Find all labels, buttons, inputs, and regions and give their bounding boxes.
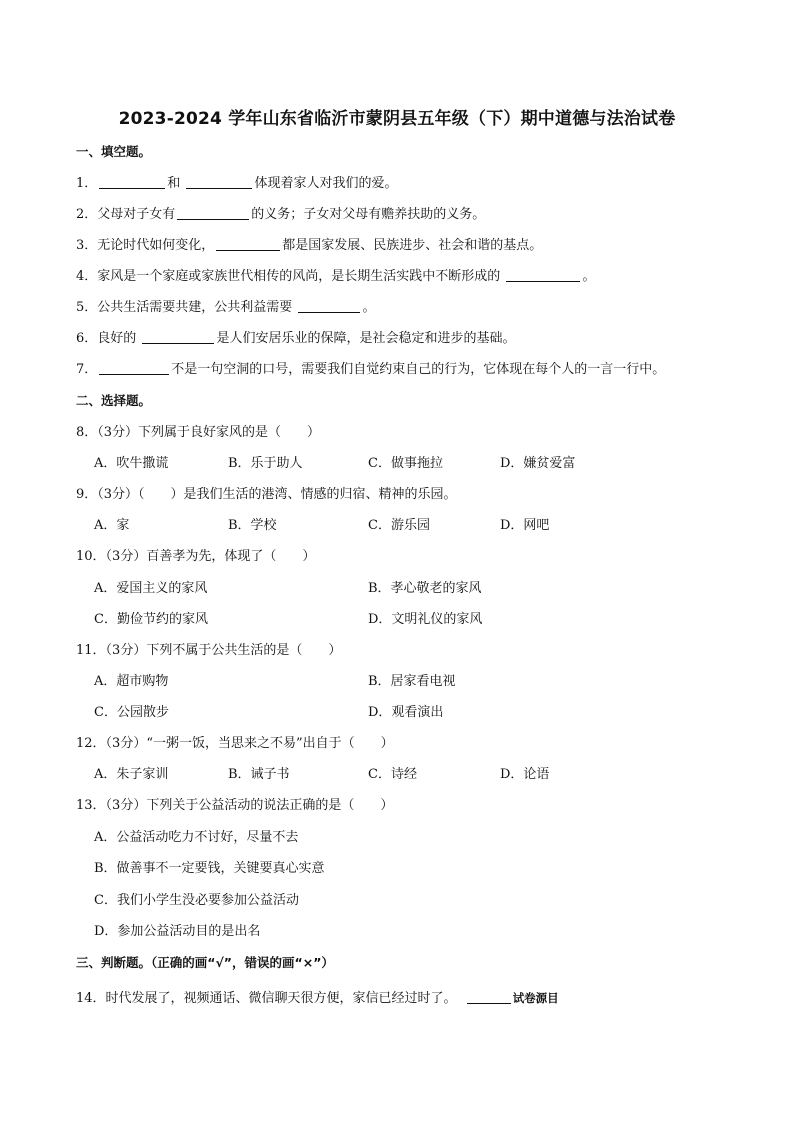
q11-option-d[interactable]: D．观看演出 [368, 705, 444, 720]
q11-option-a[interactable]: A．超市购物 [94, 674, 169, 689]
q13-option-a[interactable]: A．公益活动吃力不讨好，尽量不去 [94, 830, 299, 845]
answer-blank[interactable] [99, 360, 169, 375]
section-heading-fill: 一、填空题。 [76, 144, 152, 159]
answer-blank[interactable] [177, 205, 249, 220]
question-2: 2．父母对子女有 的义务；子女对父母有赡养扶助的义务。 [76, 207, 486, 222]
q11-option-c[interactable]: C．公园散步 [94, 705, 169, 720]
answer-blank[interactable] [216, 236, 280, 251]
q12-option-d[interactable]: D．论语 [500, 767, 550, 782]
q10-option-d[interactable]: D．文明礼仪的家风 [368, 612, 483, 627]
answer-blank[interactable] [186, 174, 252, 189]
q9-option-c[interactable]: C．游乐园 [368, 518, 430, 533]
question-6: 6．良好的 是人们安居乐业的保障，是社会稳定和进步的基础。 [76, 331, 516, 346]
q10-option-a[interactable]: A．爱国主义的家风 [94, 581, 208, 596]
question-13-stem: 13．（3分）下列关于公益活动的说法正确的是（ ） [76, 798, 394, 813]
answer-blank[interactable] [142, 329, 214, 344]
question-10-stem: 10．（3分）百善孝为先，体现了（ ） [76, 549, 316, 564]
q11-option-b[interactable]: B．居家看电视 [368, 674, 456, 689]
question-5: 5．公共生活需要共建，公共利益需要 。 [76, 300, 376, 315]
question-11-stem: 11．（3分）下列不属于公共生活的是（ ） [76, 643, 342, 658]
answer-blank[interactable] [506, 267, 580, 282]
q8-option-a[interactable]: A．吹牛撒谎 [94, 456, 169, 471]
question-7: 7． 不是一句空洞的口号，需要我们自觉约束自己的行为，它体现在每个人的一言一行中。 [76, 362, 666, 377]
page-title: 2023-2024 学年山东省临沂市蒙阴县五年级（下）期中道德与法治试卷 [118, 109, 676, 129]
question-3: 3．无论时代如何变化， 都是国家发展、民族进步、社会和谐的基点。 [76, 238, 543, 253]
section-heading-choice: 二、选择题。 [76, 393, 152, 408]
q12-option-a[interactable]: A．朱子家训 [94, 767, 169, 782]
question-4: 4．家风是一个家庭或家族世代相传的风尚，是长期生活实践中不断形成的 。 [76, 269, 596, 284]
q12-option-b[interactable]: B．诫子书 [228, 767, 290, 782]
q8-option-b[interactable]: B．乐于助人 [228, 456, 303, 471]
q13-option-d[interactable]: D．参加公益活动目的是出名 [94, 924, 261, 939]
answer-blank[interactable] [298, 298, 360, 313]
question-12-stem: 12．（3分）“一粥一饭，当思来之不易”出自于（ ） [76, 736, 394, 751]
q8-option-c[interactable]: C．做事拖拉 [368, 456, 443, 471]
section-heading-judge: 三、判断题。（正确的画“√”，错误的画“×”） [76, 955, 334, 970]
answer-blank[interactable] [99, 174, 165, 189]
question-14: 14．时代发展了，视频通话、微信聊天很方便，家信已经过时了。 试卷源目 [76, 991, 559, 1006]
question-9-stem: 9．（3分）（ ）是我们生活的港湾、情感的归宿、精神的乐园。 [76, 487, 457, 502]
source-tag: 试卷源目 [512, 991, 559, 1005]
q13-option-b[interactable]: B．做善事不一定要钱，关键要真心实意 [94, 861, 325, 876]
q12-option-c[interactable]: C．诗经 [368, 767, 417, 782]
question-8-stem: 8．（3分）下列属于良好家风的是（ ） [76, 425, 321, 440]
q10-option-b[interactable]: B．孝心敬老的家风 [368, 581, 482, 596]
q9-option-b[interactable]: B．学校 [228, 518, 277, 533]
question-1: 1． 和 体现着家人对我们的爱。 [76, 176, 398, 191]
q9-option-a[interactable]: A．家 [94, 518, 130, 533]
q8-option-d[interactable]: D．嫌贫爱富 [500, 456, 576, 471]
q9-option-d[interactable]: D．网吧 [500, 518, 550, 533]
answer-blank[interactable] [467, 989, 511, 1004]
q13-option-c[interactable]: C．我们小学生没必要参加公益活动 [94, 893, 299, 908]
q10-option-c[interactable]: C．勤俭节约的家风 [94, 612, 208, 627]
